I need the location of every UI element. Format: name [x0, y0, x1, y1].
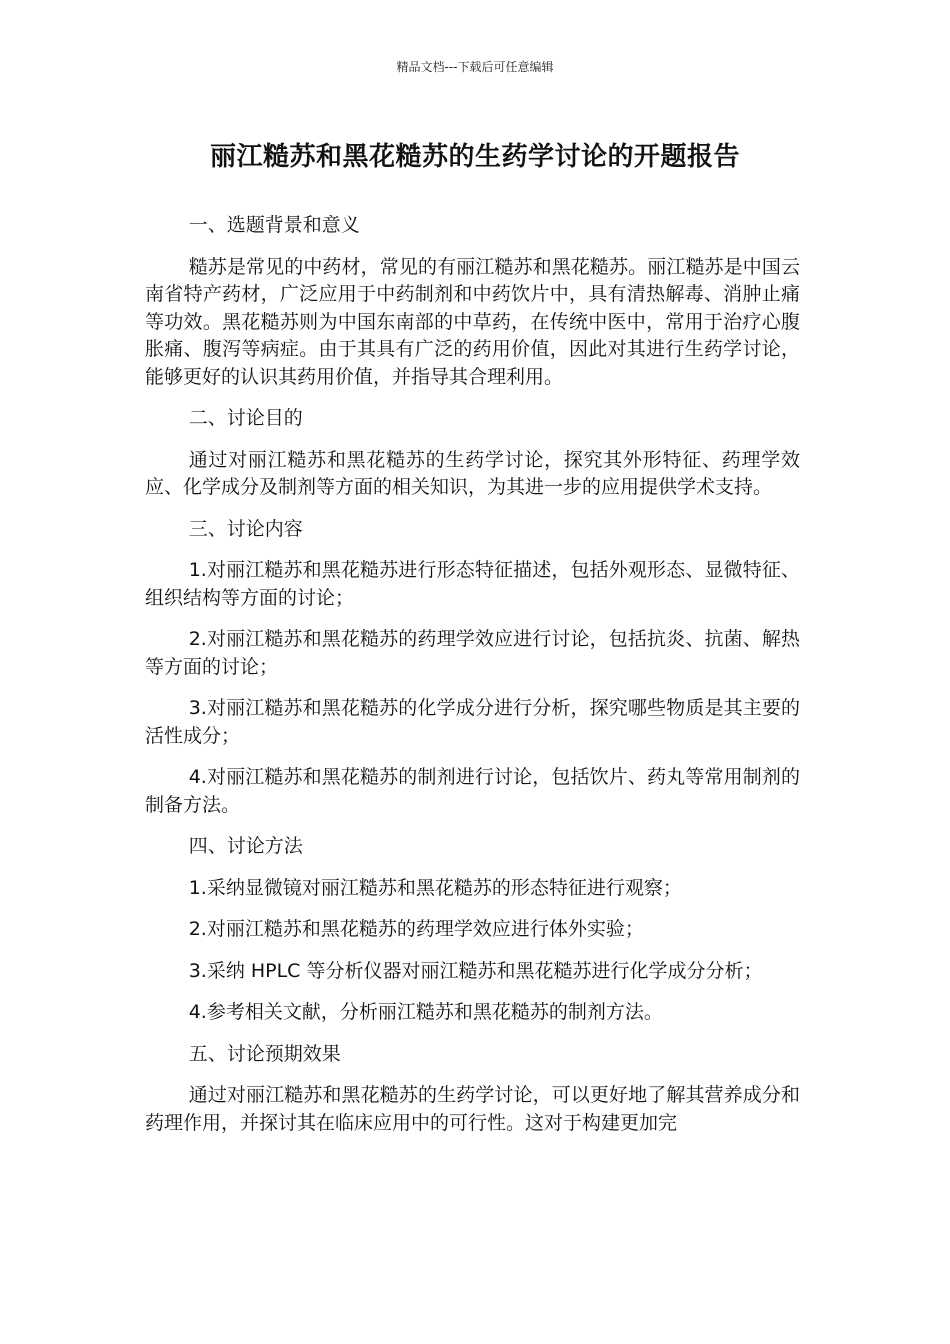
body-paragraph: 通过对丽江糙苏和黑花糙苏的生药学讨论，探究其外形特征、药理学效应、化学成分及制剂等方面的相关知识，为其进一步的应用提供学术支持。: [145, 448, 800, 498]
section-heading: 四、讨论方法: [188, 835, 303, 857]
list-item: 1.对丽江糙苏和黑花糙苏进行形态特征描述，包括外观形态、显微特征、组织结构等方面的讨论；: [145, 559, 800, 609]
list-item: 4.参考相关文献，分析丽江糙苏和黑花糙苏的制剂方法。: [188, 1001, 663, 1023]
list-item: 3.采纳 HPLC 等分析仪器对丽江糙苏和黑花糙苏进行化学成分分析；: [188, 959, 763, 982]
list-item: 2.对丽江糙苏和黑花糙苏的药理学效应进行体外实验；: [188, 918, 644, 940]
document-body: [145, 212, 800, 1151]
list-item: 3.对丽江糙苏和黑花糙苏的化学成分进行分析，探究哪些物质是其主要的活性成分；: [145, 697, 800, 747]
section-heading: 三、讨论内容: [188, 517, 303, 540]
list-item: 4.对丽江糙苏和黑花糙苏的制剂进行讨论，包括饮片、药丸等常用制剂的制备方法。: [145, 766, 800, 816]
section-heading: 一、选题背景和意义: [188, 214, 360, 236]
list-item: 1.采纳显微镜对丽江糙苏和黑花糙苏的形态特征进行观察；: [188, 876, 682, 899]
section-heading: 五、讨论预期效果: [188, 1042, 341, 1065]
section-heading: 二、讨论目的: [188, 407, 303, 429]
document-title: 丽江糙苏和黑花糙苏的生药学讨论的开题报告: [209, 142, 740, 172]
body-paragraph: 通过对丽江糙苏和黑花糙苏的生药学讨论，可以更好地了解其营养成分和药理作用，并探讨其在临床应用中的可行性。这对于构建更加完: [145, 1084, 800, 1134]
header-note: 精品文档---下载后可任意编辑: [396, 60, 554, 74]
body-paragraph: 糙苏是常见的中药材，常见的有丽江糙苏和黑花糙苏。丽江糙苏是中国云南省特产药材，广泛应用于中药制剂和中药饮片中，具有清热解毒、消肿止痛等功效。黑花糙苏则为中国东南部的中草药，在传统中医中，常用于治疗心腹胀痛、腹泻等病症。由于其具有广泛的药用价值，因此对其进行生药学讨论，能够更好的认识其药用价值，并指导其合理利用。: [145, 255, 800, 388]
list-item: 2.对丽江糙苏和黑花糙苏的药理学效应进行讨论，包括抗炎、抗菌、解热等方面的讨论；: [145, 628, 800, 678]
